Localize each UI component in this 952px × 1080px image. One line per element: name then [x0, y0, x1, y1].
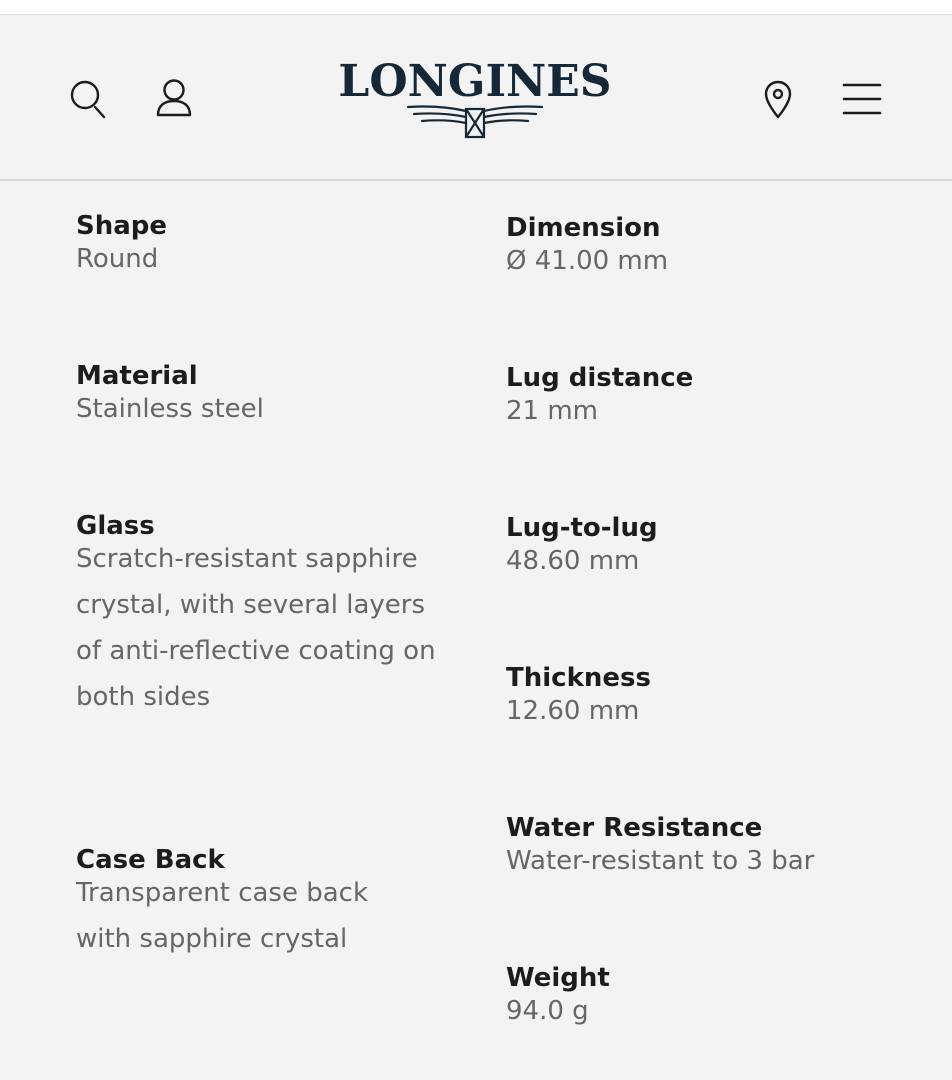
spec-value: Transparent case back with sapphire crystal [76, 878, 369, 954]
location-pin-icon[interactable] [762, 79, 794, 121]
spec-label: Lug-to-lug [506, 513, 658, 543]
spec-water-resistance [506, 812, 926, 884]
spec-label: Shape [76, 211, 168, 241]
spec-lug-to-lug [506, 512, 926, 584]
spec-label: Glass [76, 511, 155, 541]
spec-label: Water Resistance [506, 813, 763, 843]
brand-logo[interactable] [316, 57, 634, 141]
spec-thickness [506, 662, 926, 734]
spec-dimension [506, 212, 926, 284]
spec-weight [506, 962, 926, 1034]
spec-value: 21 mm [506, 396, 599, 426]
spec-label: Thickness [506, 663, 651, 693]
spec-value: Water-resistant to 3 bar [506, 846, 815, 876]
spec-value: Round [76, 244, 159, 274]
spec-value: Ø 41.00 mm [506, 246, 669, 276]
spec-value: Stainless steel [76, 394, 264, 424]
brand-wordmark: LONGINES [338, 56, 612, 107]
hamburger-menu-icon[interactable] [842, 81, 882, 117]
spec-value: 48.60 mm [506, 546, 640, 576]
browser-top-strip [0, 0, 952, 15]
spec-value: Scratch-resistant sapphire crystal, with several layers of anti-reflective coating on both sides [76, 544, 436, 712]
spec-lug-distance [506, 362, 926, 434]
spec-label: Weight [506, 963, 610, 993]
case-specifications [0, 181, 952, 1080]
spec-case-back [76, 844, 426, 962]
user-icon[interactable] [155, 77, 193, 119]
spec-glass [76, 510, 456, 720]
spec-shape [76, 210, 456, 282]
spec-label: Case Back [76, 845, 225, 875]
spec-label: Dimension [506, 213, 661, 243]
spec-material [76, 360, 456, 432]
search-icon[interactable] [68, 77, 110, 121]
spec-label: Lug distance [506, 363, 694, 393]
site-header [0, 15, 952, 181]
spec-value: 12.60 mm [506, 696, 640, 726]
spec-value: 94.0 g [506, 996, 589, 1026]
winged-hourglass-icon [400, 101, 550, 145]
spec-label: Material [76, 361, 198, 391]
